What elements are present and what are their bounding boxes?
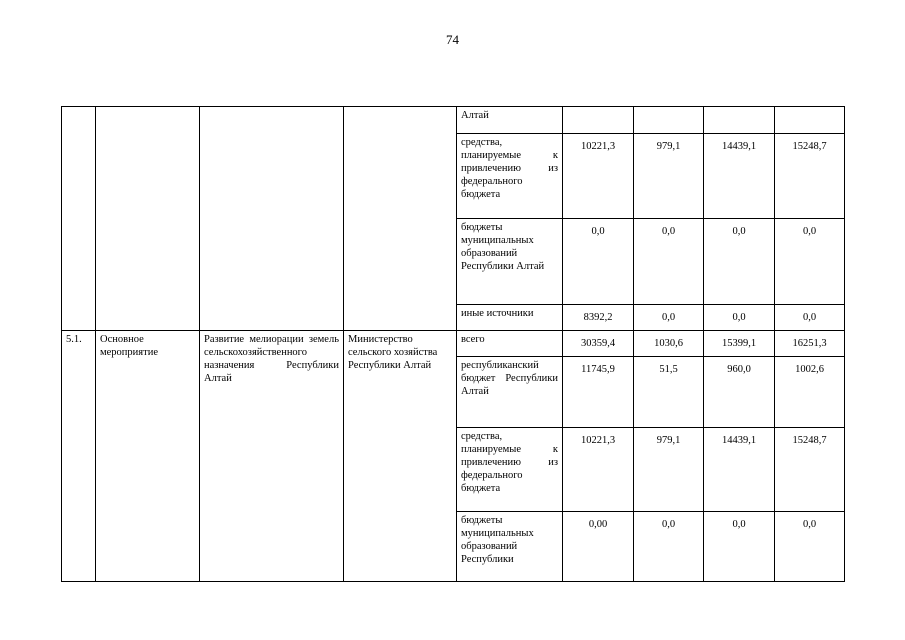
- value-cell: 0,0: [634, 512, 704, 582]
- value-cell: 960,0: [704, 357, 775, 428]
- value-cell: 979,1: [634, 134, 704, 219]
- value-cell: 0,0: [563, 219, 634, 305]
- funding-source-cell: Алтай: [457, 107, 563, 134]
- item-executor: Министерство сельского хозяйства Республики Алтай: [344, 331, 457, 582]
- value-cell: 1002,6: [775, 357, 845, 428]
- value-cell: 0,0: [634, 305, 704, 331]
- value-cell: 0,0: [704, 512, 775, 582]
- value-cell: 16251,3: [775, 331, 845, 357]
- value-cell: 0,0: [704, 219, 775, 305]
- funding-source-cell: республиканский бюджет Республики Алтай: [457, 357, 563, 428]
- value-cell: 0,00: [563, 512, 634, 582]
- funding-source-cell: всего: [457, 331, 563, 357]
- item-type: Основное мероприятие: [96, 331, 200, 582]
- value-cell: 0,0: [775, 512, 845, 582]
- budget-table: [61, 106, 845, 582]
- cell-number-empty: [62, 107, 96, 331]
- cell-type-empty: [96, 107, 200, 331]
- value-cell: [775, 107, 845, 134]
- item-number: 5.1.: [62, 331, 96, 582]
- value-cell: [634, 107, 704, 134]
- funding-source-cell: средства, планируемые к привлечению из федерального бюджета: [457, 428, 563, 512]
- value-cell: 979,1: [634, 428, 704, 512]
- funding-source-cell: иные источники: [457, 305, 563, 331]
- page-number: 74: [446, 32, 459, 47]
- funding-source-cell: бюджеты муниципальных образований Республики Алтай: [457, 219, 563, 305]
- value-cell: 15248,7: [775, 428, 845, 512]
- table-row: [62, 331, 845, 357]
- table-row: [62, 107, 845, 134]
- value-cell: [704, 107, 775, 134]
- value-cell: 0,0: [704, 305, 775, 331]
- value-cell: 30359,4: [563, 331, 634, 357]
- funding-source-cell: средства, планируемые к привлечению из федерального бюджета: [457, 134, 563, 219]
- value-cell: 8392,2: [563, 305, 634, 331]
- value-cell: 11745,9: [563, 357, 634, 428]
- value-cell: 1030,6: [634, 331, 704, 357]
- value-cell: 0,0: [775, 219, 845, 305]
- value-cell: 10221,3: [563, 134, 634, 219]
- value-cell: 0,0: [775, 305, 845, 331]
- value-cell: 51,5: [634, 357, 704, 428]
- funding-source-cell: бюджеты муниципальных образований Республики: [457, 512, 563, 582]
- value-cell: [563, 107, 634, 134]
- value-cell: 15399,1: [704, 331, 775, 357]
- value-cell: 14439,1: [704, 134, 775, 219]
- cell-name-empty: [200, 107, 344, 331]
- value-cell: 0,0: [634, 219, 704, 305]
- value-cell: 15248,7: [775, 134, 845, 219]
- item-name: Развитие мелиорации земель сельскохозяйственного назначения Республики Алтай: [200, 331, 344, 582]
- value-cell: 10221,3: [563, 428, 634, 512]
- cell-executor-empty: [344, 107, 457, 331]
- value-cell: 14439,1: [704, 428, 775, 512]
